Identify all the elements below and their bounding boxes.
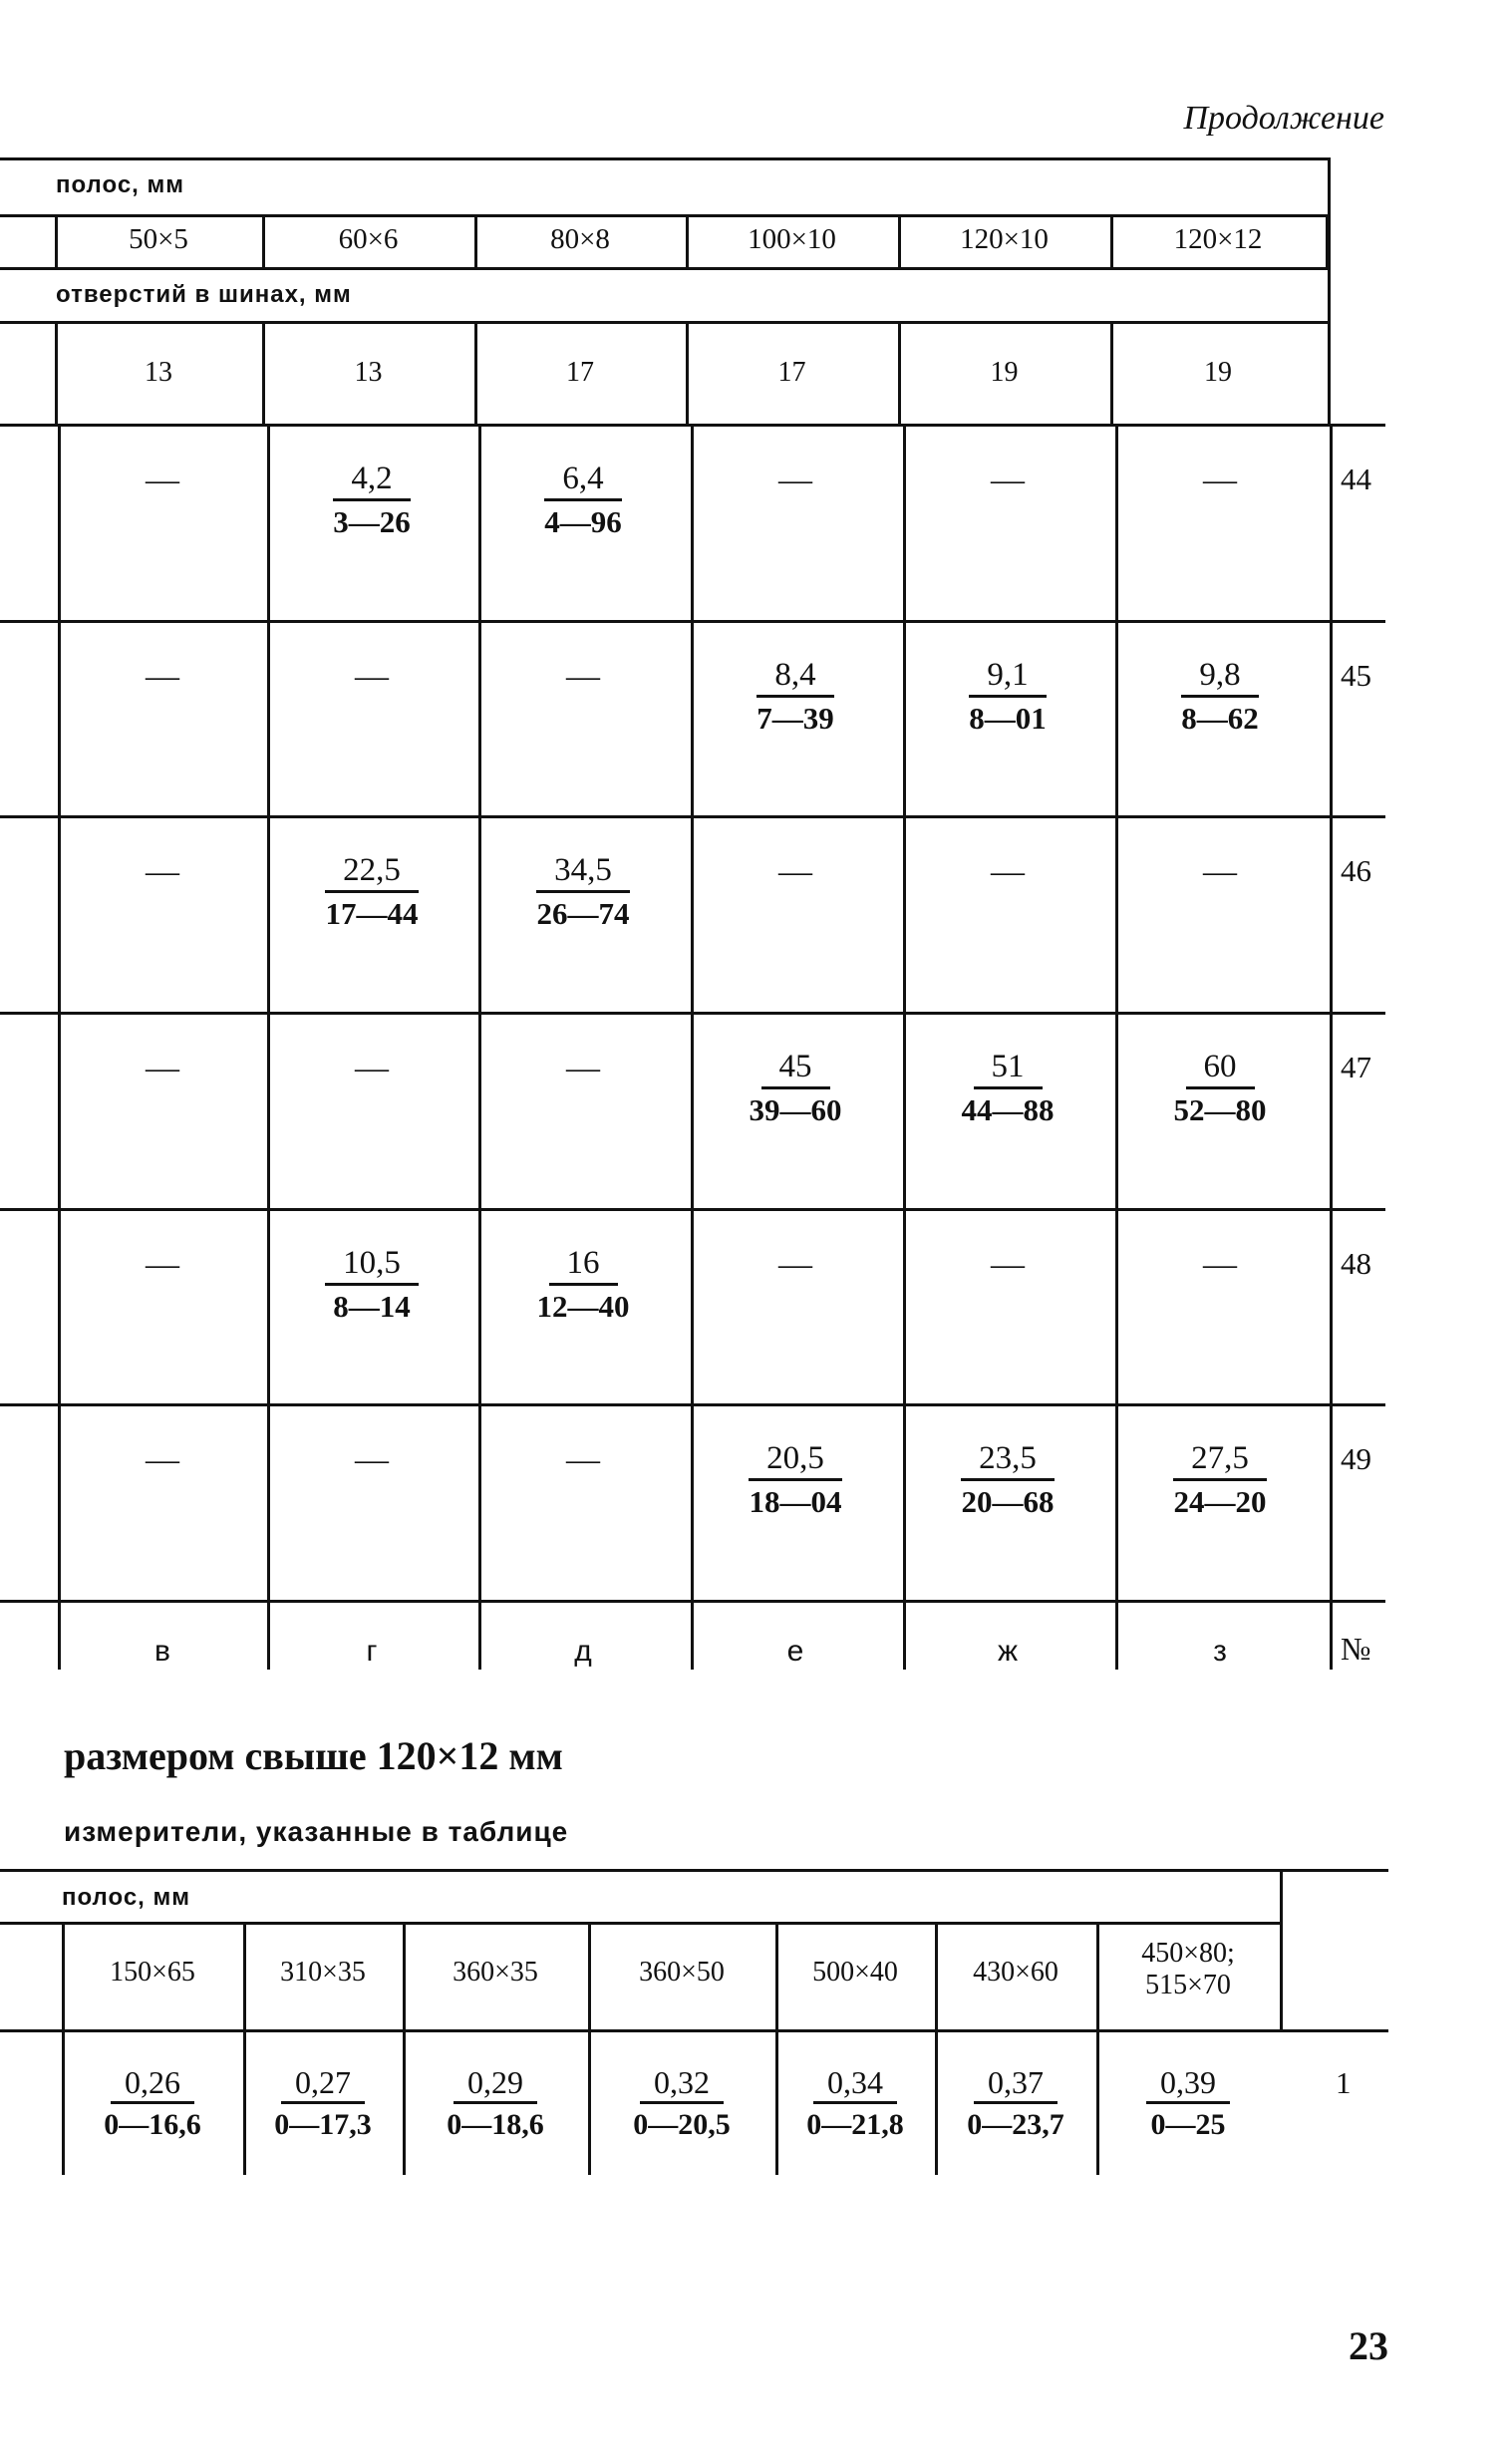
fraction-denominator: 3—26 (333, 504, 411, 539)
fraction-numerator: 22,5 (325, 850, 419, 893)
fraction-numerator: 45 (761, 1047, 830, 1089)
table-cell-dash: — (146, 1050, 179, 1086)
table-cell-dash: — (355, 1050, 389, 1086)
table-cell-dash: — (146, 461, 179, 498)
fraction-denominator: 39—60 (749, 1092, 842, 1127)
fraction-numerator: 16 (549, 1243, 618, 1286)
size-header-cell: 360×35 (453, 1957, 538, 1988)
table-cell-dash: — (778, 1246, 812, 1283)
table-cell-dash: — (355, 1441, 389, 1478)
table-cell-fraction (243, 2063, 403, 2146)
column-letter: е (786, 1635, 804, 1668)
fraction-denominator: 8—14 (333, 1289, 411, 1324)
row-number: 46 (1341, 853, 1371, 888)
header-polos: полос, мм (56, 171, 185, 198)
fraction-denominator: 0—16,6 (104, 2108, 201, 2141)
hole-header-cell: 17 (566, 357, 594, 388)
row-number: 1 (1336, 2065, 1352, 2100)
row-number: 44 (1341, 461, 1371, 496)
fraction-numerator: 0,32 (640, 2063, 724, 2104)
table-cell-dash: — (146, 853, 179, 890)
table-cell-fraction (711, 1047, 880, 1131)
fraction-denominator: 18—04 (749, 1484, 842, 1519)
table-cell-fraction (1135, 1047, 1305, 1131)
table-cell-fraction (287, 850, 456, 935)
fraction-denominator: 12—40 (536, 1289, 630, 1324)
fraction-numerator: 23,5 (961, 1438, 1055, 1481)
table-cell-fraction (588, 2063, 775, 2146)
size-line-2: 515×70 (1145, 1970, 1231, 2000)
size-header-cell: 500×40 (812, 1957, 898, 1988)
header-polos-2: полос, мм (62, 1884, 191, 1911)
section-title: размером свыше 120×12 мм (64, 1733, 563, 1778)
table-cell-fraction (498, 459, 668, 543)
fraction-denominator: 20—68 (961, 1484, 1055, 1519)
section-subtitle: измерители, указанные в таблице (64, 1816, 569, 1847)
table-cell-dash: — (991, 1246, 1025, 1283)
fraction-denominator: 0—21,8 (806, 2108, 904, 2141)
table-cell-fraction (923, 655, 1092, 740)
fraction-denominator: 17—44 (325, 896, 419, 931)
header-otverstiy: отверстий в шинах, мм (56, 281, 352, 308)
row-number: 45 (1341, 658, 1371, 693)
size-header-cell: 60×6 (338, 223, 399, 255)
fraction-numerator: 51 (974, 1047, 1043, 1089)
table-cell-dash: — (146, 1246, 179, 1283)
number-sign-label: № (1341, 1631, 1371, 1667)
table-cell-fraction (775, 2063, 935, 2146)
hole-header-cell: 17 (777, 357, 806, 388)
table-cell-fraction (1135, 655, 1305, 740)
fraction-numerator: 9,8 (1181, 655, 1258, 698)
table-cell-dash: — (1203, 461, 1237, 498)
table-cell-fraction (498, 1243, 668, 1328)
fraction-numerator: 27,5 (1173, 1438, 1267, 1481)
fraction-numerator: 9,1 (969, 655, 1046, 698)
fraction-denominator: 0—20,5 (633, 2108, 731, 2141)
fraction-denominator: 8—01 (969, 701, 1047, 736)
table-cell-dash: — (566, 1441, 600, 1478)
row-number: 49 (1341, 1441, 1371, 1476)
size-header-cell: 100×10 (748, 223, 836, 255)
fraction-denominator: 0—23,7 (967, 2108, 1064, 2141)
table-cell-dash: — (991, 853, 1025, 890)
fraction-numerator: 6,4 (544, 459, 621, 501)
fraction-numerator: 4,2 (333, 459, 410, 501)
table-cell-dash: — (146, 1441, 179, 1478)
table-cell-dash: — (778, 461, 812, 498)
fraction-numerator: 0,37 (974, 2063, 1058, 2104)
column-letter: д (574, 1635, 592, 1668)
fraction-denominator: 24—20 (1173, 1484, 1267, 1519)
table-cell-fraction (711, 655, 880, 740)
table-cell-fraction (711, 1438, 880, 1523)
continuation-label: Продолжение (1183, 100, 1384, 137)
fraction-numerator: 0,27 (281, 2063, 365, 2104)
fraction-numerator: 8,4 (756, 655, 833, 698)
fraction-denominator: 0—25 (1150, 2108, 1226, 2141)
table-cell-fraction (287, 459, 456, 543)
table-cell-fraction (923, 1438, 1092, 1523)
table-cell-fraction (287, 1243, 456, 1328)
size-header-cell: 310×35 (280, 1957, 366, 1988)
table-cell-dash: — (566, 1050, 600, 1086)
size-header-cell: 150×65 (110, 1957, 195, 1988)
fraction-numerator: 0,34 (813, 2063, 897, 2104)
fraction-denominator: 0—17,3 (274, 2108, 372, 2141)
fraction-denominator: 7—39 (756, 701, 834, 736)
page-number: 23 (1349, 2323, 1388, 2368)
size-header-cell: 50×5 (129, 223, 188, 255)
table-cell-fraction (1096, 2063, 1280, 2146)
fraction-numerator: 60 (1186, 1047, 1255, 1089)
size-header-cell-multiline (1096, 1938, 1280, 2001)
table-cell-fraction (498, 850, 668, 935)
size-header-cell: 360×50 (639, 1957, 725, 1988)
fraction-numerator: 0,29 (454, 2063, 537, 2104)
table-cell-dash: — (1203, 1246, 1237, 1283)
fraction-denominator: 0—18,6 (447, 2108, 544, 2141)
table-cell-dash: — (146, 658, 179, 695)
table-cell-fraction (403, 2063, 588, 2146)
column-letter: г (366, 1635, 378, 1668)
table-cell-dash: — (778, 853, 812, 890)
fraction-denominator: 26—74 (536, 896, 630, 931)
fraction-numerator: 0,26 (111, 2063, 194, 2104)
hole-header-cell: 19 (1204, 357, 1232, 388)
table-cell-dash: — (1203, 853, 1237, 890)
fraction-numerator: 20,5 (749, 1438, 842, 1481)
column-letter: з (1213, 1635, 1227, 1668)
size-header-cell: 80×8 (550, 223, 610, 255)
size-line-1: 450×80; (1141, 1938, 1235, 1969)
table-cell-fraction (923, 1047, 1092, 1131)
size-header-cell: 120×12 (1173, 223, 1263, 255)
hole-header-cell: 13 (354, 357, 383, 388)
fraction-numerator: 0,39 (1146, 2063, 1230, 2104)
column-letter: ж (997, 1635, 1019, 1668)
table-cell-dash: — (355, 658, 389, 695)
table-cell-dash: — (566, 658, 600, 695)
table-cell-fraction (935, 2063, 1096, 2146)
table-cell-fraction (62, 2063, 243, 2146)
size-header-cell: 430×60 (973, 1957, 1058, 1988)
fraction-denominator: 44—88 (961, 1092, 1055, 1127)
fraction-denominator: 52—80 (1173, 1092, 1267, 1127)
fraction-denominator: 4—96 (544, 504, 622, 539)
row-number: 48 (1341, 1246, 1371, 1281)
hole-header-cell: 19 (990, 357, 1019, 388)
table-cell-fraction (1135, 1438, 1305, 1523)
size-header-cell: 120×10 (960, 223, 1049, 255)
fraction-numerator: 34,5 (536, 850, 630, 893)
fraction-numerator: 10,5 (325, 1243, 419, 1286)
row-number: 47 (1341, 1050, 1371, 1084)
column-letter: в (154, 1635, 170, 1668)
table-cell-dash: — (991, 461, 1025, 498)
hole-header-cell: 13 (145, 357, 172, 388)
fraction-denominator: 8—62 (1181, 701, 1259, 736)
